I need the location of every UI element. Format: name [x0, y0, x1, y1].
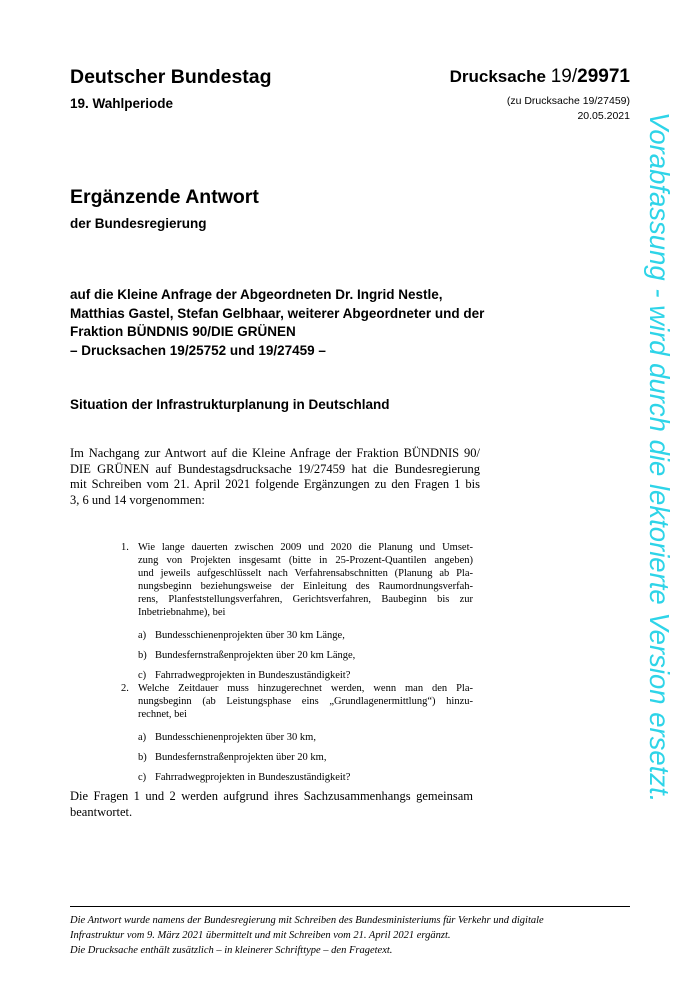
request-line: – Drucksachen 19/25752 und 19/27459 – [70, 342, 326, 358]
subject-heading: Situation der Infrastrukturplanung in Deutschland [70, 397, 390, 412]
footnote-line: Die Antwort wurde namens der Bundesregierung mit Schreiben des Bundesministeriums für Verkehr und digitale [70, 915, 544, 926]
sub-question [138, 771, 473, 784]
question-line: zung von Projekten insgesamt (bitte in 25-Prozent-Quantilen angeben) [138, 555, 473, 566]
draft-watermark [640, 112, 678, 882]
document-title: Ergänzende Antwort [70, 186, 259, 208]
parliament-name: Deutscher Bundestag [70, 66, 272, 88]
sub-question [138, 629, 473, 642]
question-line: nungsbeginn beziehungsweise der Einleitung des Raumordnungsverfah- [138, 581, 473, 592]
sub-question-text: Bundesschienenprojekten über 30 km Länge, [155, 630, 345, 641]
intro-line: Im Nachgang zur Antwort auf die Kleine Anfrage der Fraktion BÜNDNIS 90/ [70, 446, 480, 460]
request-line: Matthias Gastel, Stefan Gelbhaar, weiterer Abgeordneter und der [70, 305, 485, 321]
question-text [138, 682, 473, 721]
electoral-period: 19. Wahlperiode [70, 96, 174, 111]
question-line: nungsbeginn (ab Leistungsphase eins „Grundlagenermittlung“) hinzu- [138, 696, 473, 707]
footnote-divider [70, 906, 630, 907]
question-1 [121, 541, 473, 682]
document-author: der Bundesregierung [70, 216, 207, 231]
sub-question-text: Fahrradwegprojekten in Bundeszuständigkeit? [155, 670, 351, 681]
intro-paragraph [70, 446, 480, 508]
request-reference [70, 286, 550, 360]
sub-question [138, 731, 473, 744]
sub-question [138, 649, 473, 662]
sub-question-label: a) [138, 732, 147, 743]
sub-question [138, 751, 473, 764]
answer-intro-paragraph [70, 789, 473, 820]
question-line: rechnet, bei [138, 709, 187, 720]
question-line: Inbetriebnahme), bei [138, 607, 226, 618]
sub-question [138, 669, 473, 682]
sub-question-label: b) [138, 752, 147, 763]
sub-question-label: c) [138, 772, 147, 783]
document-number [450, 66, 630, 88]
reference-document: (zu Drucksache 19/27459) [506, 95, 630, 107]
question-2 [121, 682, 473, 784]
footnote-line: Die Drucksache enthält zusätzlich – in kleinerer Schrifttype – den Fragetext. [70, 945, 393, 956]
question-text [138, 541, 473, 619]
question-line: Wie lange dauerten zwischen 2009 und 2020 die Planung und Umset- [138, 542, 473, 553]
sub-question-label: c) [138, 670, 147, 681]
question-line: Welche Zeitdauer muss hinzugerechnet werden, wenn man den Pla- [138, 683, 473, 694]
footnote-line: Infrastruktur vom 9. März 2021 übermittelt und mit Schreiben vom 21. April 2021 ergänzt. [70, 930, 451, 941]
sub-question-label: a) [138, 630, 147, 641]
drucksache-label: Drucksache [449, 67, 546, 86]
answer-line: beantwortet. [70, 804, 133, 819]
document-date: 20.05.2021 [577, 110, 630, 122]
question-number: 1. [121, 542, 129, 553]
question-line: rens, Planfeststellungsverfahren, Gerichtsverfahren, Baubeginn bis zur [138, 594, 473, 605]
sub-question-text: Bundesfernstraßenprojekten über 20 km, [155, 752, 327, 763]
request-line: auf die Kleine Anfrage der Abgeordneten Dr. Ingrid Nestle, [70, 287, 443, 302]
request-line: Fraktion BÜNDNIS 90/DIE GRÜNEN [70, 324, 296, 339]
sub-question-text: Bundesfernstraßenprojekten über 20 km Länge, [155, 650, 356, 661]
footnote [70, 913, 630, 958]
sub-question-text: Fahrradwegprojekten in Bundeszuständigkeit? [155, 772, 351, 783]
watermark-text: Vorabfassung - wird durch die lektorierte Version ersetzt. [644, 112, 675, 803]
question-number: 2. [121, 683, 129, 694]
question-line: und jeweils aufgeschlüsselt nach Verfahrensabschnitten (Planung ab Pla- [138, 568, 473, 579]
sub-question-label: b) [138, 650, 147, 661]
sub-question-text: Bundesschienenprojekten über 30 km, [155, 732, 316, 743]
intro-line: mit Schreiben vom 21. April 2021 folgende Ergänzungen zu den Fragen 1 bis [70, 477, 480, 491]
intro-line: DIE GRÜNEN auf Bundestagsdrucksache 19/27459 hat die Bundesregierung [70, 461, 480, 476]
intro-line: 3, 6 und 14 vorgenommen: [70, 492, 205, 507]
drucksache-number: 19/29971 [550, 66, 630, 87]
answer-line: Die Fragen 1 und 2 werden aufgrund ihres Sachzusammenhangs gemeinsam [70, 789, 473, 803]
